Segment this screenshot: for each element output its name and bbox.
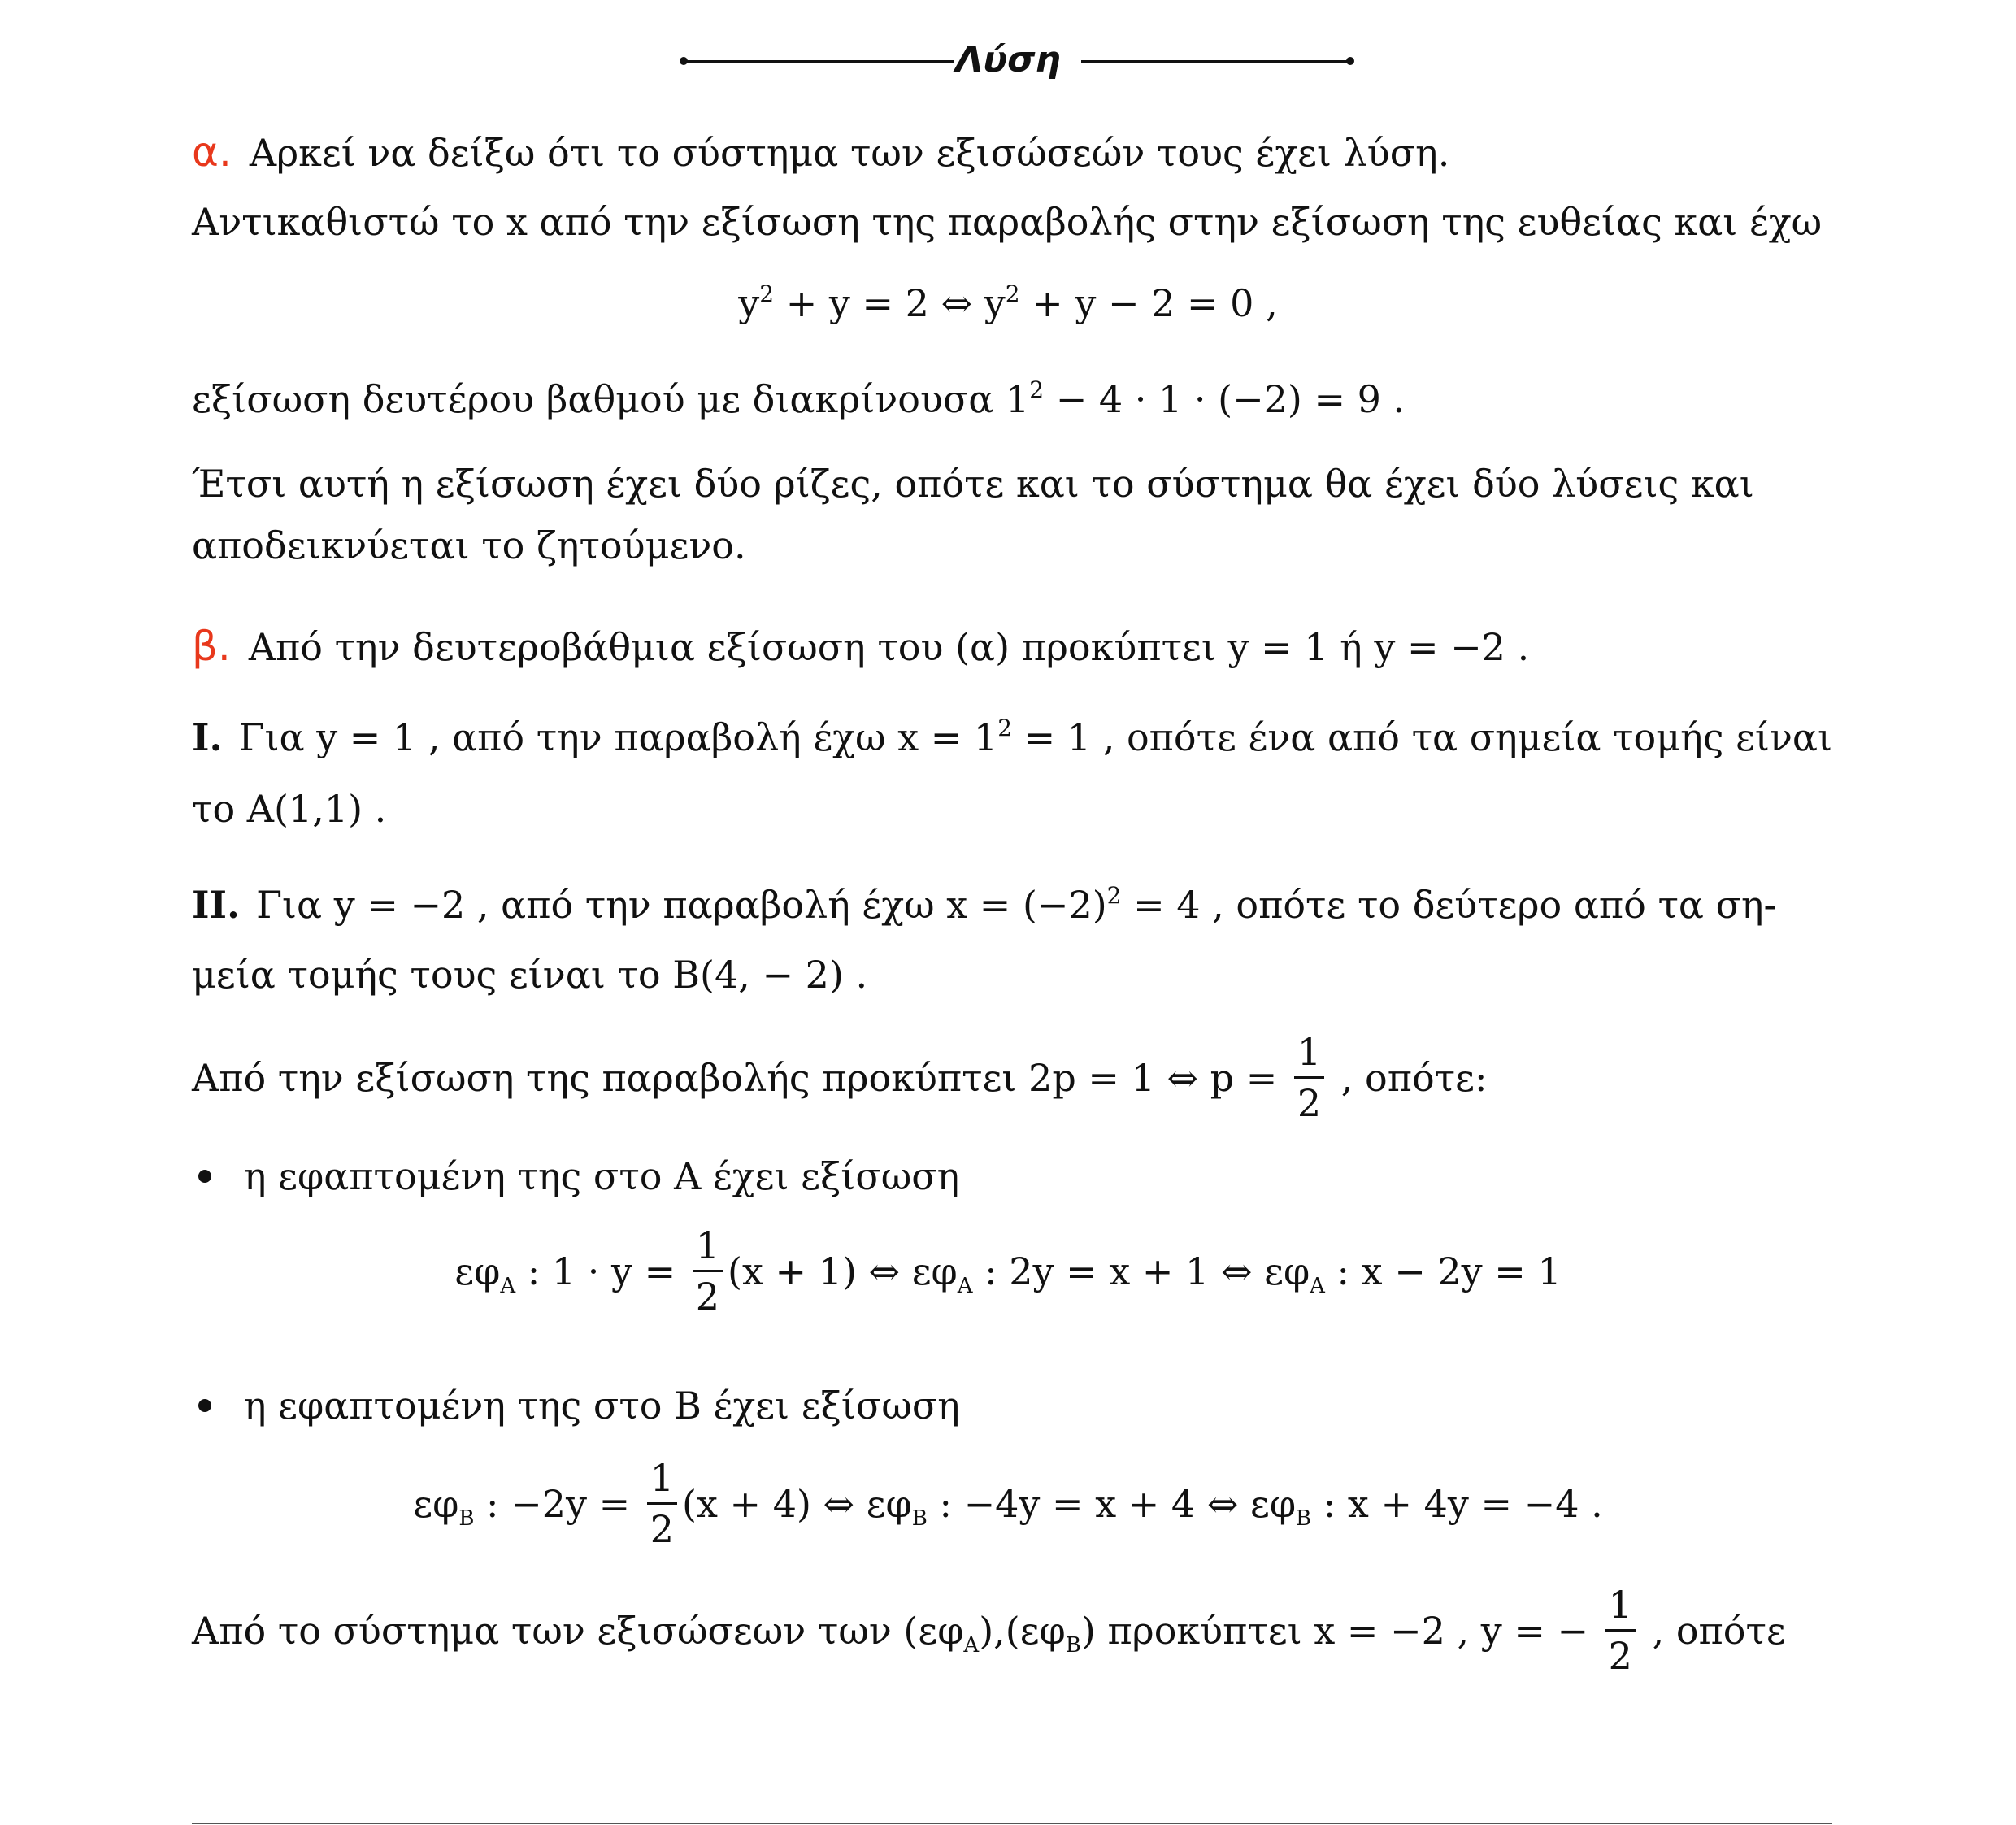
footer-rule	[192, 1823, 1832, 1824]
tangent-A-part: (x + 1) ⇔ εφ	[728, 1249, 958, 1293]
fraction-one-half	[693, 1223, 723, 1319]
tangent-B-subscript: B	[1296, 1506, 1312, 1531]
p-line-text: , οπότε:	[1329, 1055, 1488, 1100]
case-II-text: οπότε το δεύτερο από τα ση-	[1223, 883, 1777, 927]
case-II-text: από την παραβολή έχω	[489, 883, 947, 927]
fraction-one-half	[1294, 1030, 1324, 1126]
point-B: B(4, − 2) .	[672, 953, 868, 997]
final-line	[192, 1583, 1786, 1679]
tangent-B-part: εφ	[413, 1481, 459, 1526]
case-I-line-1	[192, 715, 1833, 759]
fraction-denominator: 2	[1608, 1634, 1632, 1679]
fraction-numerator: 1	[1605, 1585, 1636, 1632]
case-II-exponent: 2	[1106, 882, 1122, 909]
fraction-denominator: 2	[695, 1275, 720, 1319]
tangent-A-part: : x − 2y = 1	[1324, 1249, 1562, 1293]
eq1-part: y	[738, 281, 760, 325]
final-line-text: , οπότε	[1640, 1608, 1786, 1653]
eq1-part: + y − 2 = 0 ,	[1019, 281, 1278, 325]
part-b-marker: β.	[192, 623, 231, 670]
p-line-text: Από την εξίσωση της παραβολής προκύπτει	[192, 1055, 1029, 1100]
final-line-math: x = −2 , y = −	[1314, 1608, 1601, 1653]
case-I-text: το	[192, 787, 247, 831]
final-line-subscript: B	[1065, 1632, 1081, 1658]
fraction-numerator: 1	[647, 1458, 677, 1505]
case-I-math: y = 1 ,	[316, 715, 441, 759]
tangent-A-subscript: A	[500, 1273, 516, 1298]
a-line-2: Αντικαθιστώ το x από την εξίσωση της παραβολής στην εξίσωση της ευθείας και έχω	[192, 200, 1823, 244]
fraction-one-half	[1605, 1583, 1636, 1679]
tangent-A-part: εφ	[454, 1249, 501, 1293]
header-title: Λύση	[955, 39, 1061, 80]
fraction-denominator: 2	[1297, 1081, 1322, 1126]
tangent-A-part: : 1 · y =	[515, 1249, 688, 1293]
final-line-subscript: A	[963, 1632, 980, 1658]
case-I-label: I.	[192, 715, 223, 759]
eq1-exponent: 2	[1005, 280, 1020, 307]
bullet-2	[198, 1384, 960, 1427]
a-line-1	[192, 128, 1450, 176]
fraction-one-half	[647, 1456, 677, 1552]
a-line-5: αποδεικνύεται το ζητούμενο.	[192, 524, 746, 567]
header-rule-dot-right	[1346, 57, 1354, 65]
tangent-B-part: : −4y = x + 4 ⇔ εφ	[927, 1481, 1297, 1526]
discriminant-part: 1	[1006, 377, 1030, 421]
case-II-text: μεία τομής τους είναι το	[192, 953, 673, 997]
tangent-B-subscript: B	[458, 1506, 475, 1531]
case-I-exponent: 2	[997, 715, 1013, 741]
case-II-line-1	[192, 882, 1777, 927]
bullet-icon	[198, 1170, 211, 1183]
fraction-numerator: 1	[1294, 1032, 1324, 1079]
b-line-1	[192, 623, 1530, 670]
bullet-1-text: η εφαπτομένη της στο Α έχει εξίσωση	[244, 1154, 960, 1198]
case-II-math: y = −2 ,	[333, 883, 489, 927]
bullet-icon	[198, 1399, 211, 1412]
case-I-text: οπότε ένα από τα σημεία τομής είναι	[1114, 715, 1833, 759]
case-II-text: Για	[256, 883, 334, 927]
b-line-1-math: y = 1 ή y = −2 .	[1227, 625, 1530, 669]
discriminant-part: − 4 · 1 · (−2) = 9 .	[1044, 377, 1406, 421]
case-I-math: = 1 ,	[1012, 715, 1115, 759]
tangent-B-subscript: B	[911, 1506, 928, 1531]
a-line-1-text: Αρκεί να δείξω ότι το σύστημα των εξισώσεών τους έχει λύση.	[249, 131, 1450, 175]
case-II-line-2	[192, 953, 868, 997]
discriminant-exponent: 2	[1029, 376, 1045, 403]
bullet-1	[198, 1154, 960, 1198]
final-line-math: ),(εφ	[979, 1608, 1066, 1653]
header-rule-right	[1081, 60, 1349, 63]
a-line-3-text: εξίσωση δευτέρου βαθμού με διακρίνουσα	[192, 377, 1006, 421]
tangent-B-equation	[0, 1456, 2016, 1552]
case-II-math: = 4 ,	[1121, 883, 1224, 927]
eq1-part: + y = 2 ⇔ y	[774, 281, 1006, 325]
tangent-A-subscript: A	[1310, 1273, 1325, 1298]
eq1-exponent: 2	[759, 280, 775, 307]
point-A: A(1,1) .	[246, 787, 387, 831]
a-line-4: Έτσι αυτή η εξίσωση έχει δύο ρίζες, οπότε και το σύστημα θα έχει δύο λύσεις και	[192, 462, 1754, 506]
p-line-math: 2p = 1 ⇔ p =	[1028, 1055, 1289, 1100]
b-line-1-text: Από την δευτεροβάθμια εξίσωση του (α) προκύπτει	[248, 625, 1228, 669]
case-I-text: Για	[238, 715, 317, 759]
case-II-label: II.	[192, 883, 241, 927]
a-line-3	[192, 376, 1406, 421]
case-I-line-2	[192, 787, 387, 831]
fraction-numerator: 1	[693, 1226, 723, 1272]
p-line	[192, 1030, 1488, 1126]
bullet-2-text: η εφαπτομένη της στο Β έχει εξίσωση	[244, 1384, 960, 1427]
tangent-A-subscript: A	[957, 1273, 973, 1298]
tangent-B-part: (x + 4) ⇔ εφ	[682, 1481, 912, 1526]
final-line-math: )	[1080, 1608, 1096, 1653]
final-line-text: Από το σύστημα των εξισώσεων των	[192, 1608, 904, 1653]
final-line-math: (εφ	[903, 1608, 964, 1653]
tangent-B-part: : −2y =	[474, 1481, 642, 1526]
tangent-A-part: : 2y = x + 1 ⇔ εφ	[972, 1249, 1310, 1293]
case-II-math: x = (−2)	[946, 883, 1107, 927]
part-a-marker: α.	[192, 128, 232, 176]
equation-1	[0, 280, 2016, 325]
fraction-denominator: 2	[650, 1507, 675, 1552]
final-line-text: προκύπτει	[1095, 1608, 1314, 1653]
tangent-A-equation	[0, 1223, 2016, 1319]
case-I-math: x = 1	[897, 715, 998, 759]
tangent-B-part: : x + 4y = −4 .	[1311, 1481, 1603, 1526]
case-I-text: από την παραβολή έχω	[440, 715, 898, 759]
